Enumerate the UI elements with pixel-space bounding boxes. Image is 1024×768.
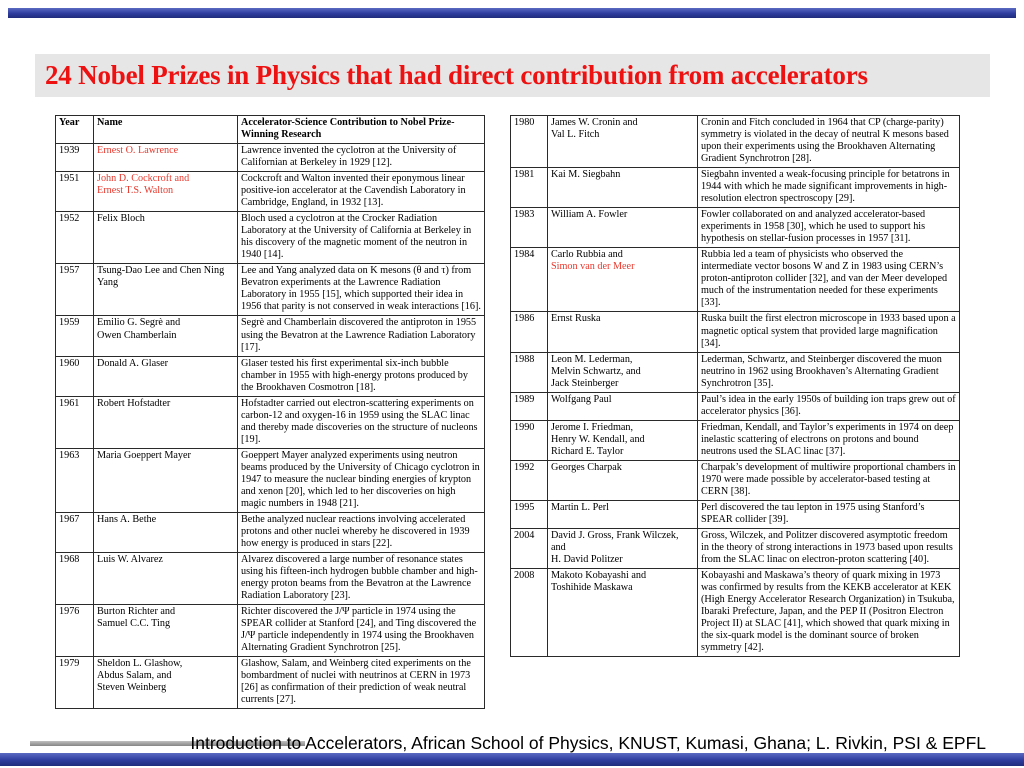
contribution-cell: Lederman, Schwartz, and Steinberger discovered the muon neutrino in 1962 using Brookhaven’s Alternating Gradient Synchrotron [35].: [698, 352, 960, 392]
name-cell: [548, 352, 698, 392]
name-cell: [94, 356, 238, 396]
laureate-name: Donald A. Glaser: [97, 357, 169, 369]
year-cell: 1951: [56, 172, 94, 212]
contribution-cell: Bethe analyzed nuclear reactions involving accelerated protons and other nuclei whereby he discovered in 1939 how energy is produced in stars [22].: [238, 512, 485, 552]
laureate-name: Jerome I. Friedman,: [551, 421, 634, 433]
year-cell: 1959: [56, 316, 94, 356]
table-row: [511, 420, 960, 460]
laureate-name: Tsung-Dao Lee and Chen Ning: [97, 265, 225, 277]
contribution-cell: Paul’s idea in the early 1950s of building ion traps grew out of accelerator physics [36].: [698, 392, 960, 420]
laureate-name: Makoto Kobayashi and: [551, 570, 647, 582]
year-cell: 1961: [56, 396, 94, 448]
laureate-name: Samuel C.C. Ting: [97, 618, 171, 630]
name-cell: [94, 553, 238, 605]
table-row: [511, 248, 960, 312]
year-cell: 1989: [511, 392, 548, 420]
laureate-name: Richard E. Taylor: [551, 445, 624, 457]
year-cell: 1980: [511, 116, 548, 168]
laureate-name: H. David Politzer: [551, 554, 623, 566]
year-cell: 1952: [56, 212, 94, 264]
laureate-name: Emilio G. Segrè and: [97, 317, 181, 329]
laureate-name: Val L. Fitch: [551, 129, 600, 141]
table-row: [56, 605, 485, 657]
laureate-name: William A. Fowler: [551, 209, 628, 221]
header-row: [56, 116, 485, 144]
laureate-name: Carlo Rubbia and: [551, 249, 623, 261]
nobel-table: [510, 115, 960, 657]
year-cell: 1957: [56, 264, 94, 316]
top-accent-bar: [8, 8, 1016, 18]
contribution-cell: Perl discovered the tau lepton in 1975 using Stanford’s SPEAR collider [39].: [698, 500, 960, 528]
contribution-cell: Cockcroft and Walton invented their eponymous linear positive-ion accelerator at the Cavendish Laboratory in Cambridge, England, in 1932 [13].: [238, 172, 485, 212]
name-cell: [94, 396, 238, 448]
contribution-cell: Glashow, Salam, and Weinberg cited experiments on the bombardment of nuclei with neutrinos at CERN in 1973 [26] as confirmation of their prediction of weak neutral currents [27].: [238, 657, 485, 709]
table-row: [511, 528, 960, 568]
name-cell: [548, 392, 698, 420]
year-cell: 1988: [511, 352, 548, 392]
laureate-name: Ernst Ruska: [551, 313, 601, 325]
year-cell: 2008: [511, 569, 548, 657]
contribution-cell: Gross, Wilczek, and Politzer discovered asymptotic freedom in the theory of strong interactions in 1973 based upon results from the SLAC linac on electron-proton scattering [40].: [698, 528, 960, 568]
laureate-name: Leon M. Lederman,: [551, 353, 633, 365]
laureate-name-highlighted: John D. Cockcroft and: [97, 173, 190, 185]
year-cell: 1976: [56, 605, 94, 657]
footer-credit: Introduction to Accelerators, African School of Physics, KNUST, Kumasi, Ghana; L. Rivkin, PSI & EPFL: [190, 733, 986, 753]
laureate-name: Felix Bloch: [97, 213, 145, 225]
column-header: Name: [94, 116, 238, 144]
laureate-name: Jack Steinberger: [551, 377, 619, 389]
name-cell: [548, 248, 698, 312]
table-row: [56, 316, 485, 356]
year-cell: 1992: [511, 460, 548, 500]
contribution-cell: Rubbia led a team of physicists who observed the intermediate vector bosons W and Z in 1983 using CERN’s proton-antiproton collider [32], and van der Meer developed much of the instrumentation needed for these experiments [33].: [698, 248, 960, 312]
laureate-name: Abdus Salam, and: [97, 670, 172, 682]
column-header: Year: [56, 116, 94, 144]
year-cell: 1990: [511, 420, 548, 460]
year-cell: 1939: [56, 144, 94, 172]
laureate-name: Toshihide Maskawa: [551, 582, 633, 594]
year-cell: 1983: [511, 208, 548, 248]
name-cell: [548, 208, 698, 248]
table-row: [56, 396, 485, 448]
contribution-cell: Ruska built the first electron microscope in 1933 based upon a magnetic optical system that provided large magnification [34].: [698, 312, 960, 352]
laureate-name: James W. Cronin and: [551, 117, 638, 128]
laureate-name: Robert Hofstadter: [97, 397, 171, 409]
title-band: [35, 54, 990, 97]
laureate-name: Melvin Schwartz, and: [551, 365, 641, 377]
year-cell: 1986: [511, 312, 548, 352]
table-row: [56, 512, 485, 552]
name-cell: [548, 312, 698, 352]
page-title: 24 Nobel Prizes in Physics that had direct contribution from accelerators: [45, 60, 868, 90]
laureate-name: Yang: [97, 277, 119, 289]
contribution-cell: Segrè and Chamberlain discovered the antiproton in 1955 using the Bevatron at the Lawrence Radiation Laboratory [17].: [238, 316, 485, 356]
table-row: [511, 312, 960, 352]
table-row: [56, 553, 485, 605]
contribution-cell: Hofstadter carried out electron-scattering experiments on carbon-12 and oxygen-16 in 1959 using the SLAC linac and thereby made discoveries on the structure of nucleons [19].: [238, 396, 485, 448]
name-cell: [548, 116, 698, 168]
contribution-cell: Friedman, Kendall, and Taylor’s experiments in 1974 on deep inelastic scattering of electrons on protons and bound neutrons used the SLAC linac [37].: [698, 420, 960, 460]
table-row: [56, 657, 485, 709]
nobel-table: [55, 115, 485, 709]
laureate-name: Henry W. Kendall, and: [551, 433, 645, 445]
laureate-name: Martin L. Perl: [551, 501, 610, 513]
column-header: Accelerator-Science Contribution to Nobel Prize-Winning Research: [238, 116, 485, 144]
name-cell: [548, 500, 698, 528]
contribution-cell: Lawrence invented the cyclotron at the University of Californian at Berkeley in 1929 [12].: [238, 144, 485, 172]
name-cell: [94, 264, 238, 316]
table-row: [511, 460, 960, 500]
contribution-cell: Lee and Yang analyzed data on K mesons (θ and τ) from Bevatron experiments at the Lawrence Radiation Laboratory in 1955 [15], which supported their idea in 1956 that parity is not conserved in weak interactions [16].: [238, 264, 485, 316]
name-cell: [94, 605, 238, 657]
name-cell: [548, 420, 698, 460]
laureate-name-highlighted: Simon van der Meer: [551, 261, 635, 273]
year-cell: 1981: [511, 168, 548, 208]
nobel-table-left: [55, 115, 484, 709]
laureate-name: Hans A. Bethe: [97, 513, 157, 525]
name-cell: [94, 316, 238, 356]
contribution-cell: Cronin and Fitch concluded in 1964 that CP (charge-parity) symmetry is violated in the decay of neutral K mesons based upon their experiments using the Brookhaven Alternating Gradient Synchrotron [28].: [698, 116, 960, 168]
year-cell: 1967: [56, 512, 94, 552]
laureate-name: Maria Goeppert Mayer: [97, 449, 191, 461]
contribution-cell: Alvarez discovered a large number of resonance states using his fifteen-inch hydrogen bubble chamber and high-energy proton beams from the Bevatron at the Lawrence Radiation Laboratory [23].: [238, 553, 485, 605]
laureate-name: David J. Gross, Frank Wilczek,: [551, 529, 679, 541]
contribution-cell: Goeppert Mayer analyzed experiments using neutron beams produced by the University of Chicago cyclotron in 1947 to measure the nuclear binding energies of krypton and xenon [20], which led to her discoveries on high magic numbers in 1948 [21].: [238, 448, 485, 512]
name-cell: [548, 460, 698, 500]
contribution-cell: Fowler collaborated on and analyzed accelerator-based experiments in 1958 [30], which he used to support his hypothesis on stellar-fusion processes in 1957 [31].: [698, 208, 960, 248]
name-cell: [548, 569, 698, 657]
table-row: [511, 352, 960, 392]
year-cell: 1979: [56, 657, 94, 709]
year-cell: 1984: [511, 248, 548, 312]
year-cell: 1995: [511, 500, 548, 528]
year-cell: 1968: [56, 553, 94, 605]
laureate-name-highlighted: Ernest T.S. Walton: [97, 185, 174, 197]
contribution-cell: Charpak’s development of multiwire proportional chambers in 1970 were made possible by accelerator-based testing at CERN [38].: [698, 460, 960, 500]
laureate-name: and: [551, 542, 566, 553]
table-row: [56, 356, 485, 396]
contribution-cell: Kobayashi and Maskawa’s theory of quark mixing in 1973 was confirmed by results from the KEKB accelerator at KEK (High Energy Accelerator Research Organization) in Tsukuba, Ibaraki Prefecture, Japan, and the PEP II (Positron Electron Project II) at SLAC [41], which showed that quark mixing in the six-quark model is the dominant source of broken symmetry [42].: [698, 569, 960, 657]
table-row: [511, 208, 960, 248]
table-row: [56, 172, 485, 212]
name-cell: [548, 528, 698, 568]
contribution-cell: Glaser tested his first experimental six-inch bubble chamber in 1955 with high-energy protons produced by the Brookhaven Cosmotron [18].: [238, 356, 485, 396]
bottom-accent-bar: [0, 753, 1024, 766]
year-cell: 1963: [56, 448, 94, 512]
contribution-cell: Siegbahn invented a weak-focusing principle for betatrons in 1944 with which he made significant improvements in high-resolution electron spectroscopy [29].: [698, 168, 960, 208]
year-cell: 2004: [511, 528, 548, 568]
name-cell: [94, 657, 238, 709]
laureate-name: Sheldon L. Glashow,: [97, 658, 183, 670]
name-cell: [94, 144, 238, 172]
name-cell: [94, 512, 238, 552]
nobel-table-right: [510, 115, 959, 657]
table-row: [511, 168, 960, 208]
laureate-name: Wolfgang Paul: [551, 393, 612, 405]
laureate-name: Steven Weinberg: [97, 682, 167, 694]
contribution-cell: Bloch used a cyclotron at the Crocker Radiation Laboratory at the University of California at Berkeley in his discovery of the magnetic moment of the neutron in 1940 [14].: [238, 212, 485, 264]
laureate-name: Kai M. Siegbahn: [551, 169, 621, 181]
year-cell: 1960: [56, 356, 94, 396]
laureate-name: Luis W. Alvarez: [97, 554, 163, 566]
table-row: [511, 569, 960, 657]
table-row: [56, 448, 485, 512]
table-row: [511, 500, 960, 528]
laureate-name: Georges Charpak: [551, 461, 622, 473]
table-row: [56, 264, 485, 316]
name-cell: [94, 448, 238, 512]
laureate-name-highlighted: Ernest O. Lawrence: [97, 145, 179, 157]
table-row: [56, 212, 485, 264]
laureate-name: Owen Chamberlain: [97, 329, 177, 341]
name-cell: [94, 212, 238, 264]
table-row: [511, 116, 960, 168]
name-cell: [548, 168, 698, 208]
name-cell: [94, 172, 238, 212]
laureate-name: Burton Richter and: [97, 606, 176, 618]
contribution-cell: Richter discovered the J/Ψ particle in 1974 using the SPEAR collider at Stanford [24], and Ting discovered the J/Ψ particle independently in 1974 using the Brookhaven Alternating Gradient Synchrotron [25].: [238, 605, 485, 657]
table-row: [56, 144, 485, 172]
table-row: [511, 392, 960, 420]
